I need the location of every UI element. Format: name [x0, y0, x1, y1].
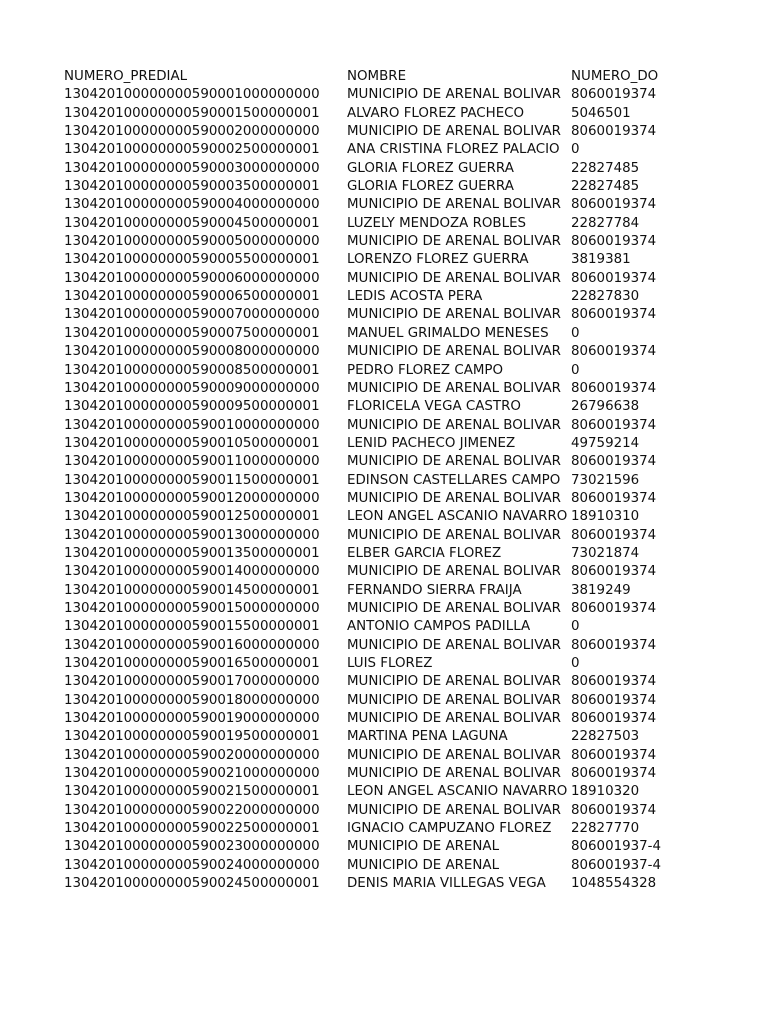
cell-numero-predial: 130420100000000590009500000001 [64, 399, 320, 415]
cell-numero-predial: 130420100000000590010000000000 [64, 417, 320, 433]
table-row [64, 490, 768, 508]
cell-nombre: FERNANDO SIERRA FRAIJA [347, 582, 522, 598]
cell-numero-do: 8060019374 [571, 490, 657, 506]
cell-numero-do: 8060019374 [571, 417, 657, 433]
cell-numero-predial: 130420100000000590017000000000 [64, 674, 320, 690]
cell-nombre: MUNICIPIO DE ARENAL [347, 857, 500, 873]
cell-nombre: EDINSON CASTELLARES CAMPO [347, 472, 561, 488]
cell-nombre: GLORIA FLOREZ GUERRA [347, 160, 514, 176]
cell-numero-do: 1048554328 [571, 876, 657, 892]
cell-nombre: LEON ANGEL ASCANIO NAVARRO [347, 509, 568, 525]
cell-nombre: MUNICIPIO DE ARENAL BOLIVAR [347, 564, 561, 580]
cell-numero-predial: 130420100000000590011500000001 [64, 472, 320, 488]
cell-numero-do: 22827485 [571, 160, 640, 176]
cell-nombre: MUNICIPIO DE ARENAL BOLIVAR [347, 766, 561, 782]
table-row [64, 838, 768, 856]
cell-numero-predial: 130420100000000590012500000001 [64, 509, 320, 525]
cell-numero-predial: 130420100000000590004000000000 [64, 197, 320, 213]
cell-numero-predial: 130420100000000590012000000000 [64, 490, 320, 506]
cell-numero-predial: 130420100000000590003500000001 [64, 179, 320, 195]
cell-nombre: DENIS MARIA VILLEGAS VEGA [347, 876, 546, 892]
cell-numero-do: 8060019374 [571, 674, 657, 690]
cell-numero-do: 8060019374 [571, 637, 657, 653]
table-row [64, 343, 768, 361]
table-row [64, 123, 768, 141]
table-row [64, 288, 768, 306]
table-row [64, 141, 768, 159]
cell-numero-predial: 130420100000000590014500000001 [64, 582, 320, 598]
table-row [64, 435, 768, 453]
cell-nombre: MUNICIPIO DE ARENAL BOLIVAR [347, 711, 561, 727]
cell-numero-predial: 130420100000000590023000000000 [64, 839, 320, 855]
table-row [64, 306, 768, 324]
cell-numero-do: 0 [571, 619, 580, 635]
table-row [64, 251, 768, 269]
cell-numero-do: 806001937-4 [571, 839, 662, 855]
table-row [64, 802, 768, 820]
table-row [64, 563, 768, 581]
cell-numero-predial: 130420100000000590021500000001 [64, 784, 320, 800]
cell-numero-predial: 130420100000000590019000000000 [64, 711, 320, 727]
cell-numero-do: 22827485 [571, 179, 640, 195]
cell-numero-predial: 130420100000000590024500000001 [64, 876, 320, 892]
cell-nombre: ELBER GARCIA FLOREZ [347, 545, 502, 561]
table-row [64, 270, 768, 288]
cell-nombre: MUNICIPIO DE ARENAL BOLIVAR [347, 454, 561, 470]
column-header-nombre: NOMBRE [347, 69, 407, 84]
cell-numero-predial: 130420100000000590018000000000 [64, 692, 320, 708]
cell-nombre: MUNICIPIO DE ARENAL BOLIVAR [347, 747, 561, 763]
cell-numero-predial: 130420100000000590010500000001 [64, 435, 320, 451]
cell-numero-do: 0 [571, 142, 580, 158]
table-row [64, 582, 768, 600]
cell-nombre: MUNICIPIO DE ARENAL BOLIVAR [347, 490, 561, 506]
table-row [64, 673, 768, 691]
cell-numero-do: 0 [571, 325, 580, 341]
table-row [64, 215, 768, 233]
cell-numero-do: 8060019374 [571, 802, 657, 818]
cell-nombre: MUNICIPIO DE ARENAL [347, 839, 500, 855]
cell-numero-predial: 130420100000000590006500000001 [64, 289, 320, 305]
cell-numero-predial: 130420100000000590005000000000 [64, 234, 320, 250]
cell-numero-do: 73021874 [571, 545, 640, 561]
table-row [64, 178, 768, 196]
cell-nombre: ANA CRISTINA FLOREZ PALACIO [347, 142, 560, 158]
cell-numero-do: 49759214 [571, 435, 640, 451]
cell-numero-do: 8060019374 [571, 711, 657, 727]
cell-numero-do: 3819381 [571, 252, 631, 268]
cell-nombre: MUNICIPIO DE ARENAL BOLIVAR [347, 802, 561, 818]
cell-numero-predial: 130420100000000590013500000001 [64, 545, 320, 561]
cell-nombre: MUNICIPIO DE ARENAL BOLIVAR [347, 270, 561, 286]
cell-numero-do: 0 [571, 362, 580, 378]
table-row [64, 196, 768, 214]
cell-numero-do: 8060019374 [571, 454, 657, 470]
cell-numero-do: 8060019374 [571, 344, 657, 360]
cell-numero-predial: 130420100000000590015500000001 [64, 619, 320, 635]
cell-numero-predial: 130420100000000590013000000000 [64, 527, 320, 543]
table-row [64, 820, 768, 838]
table-row [64, 508, 768, 526]
cell-nombre: IGNACIO CAMPUZANO FLOREZ [347, 821, 552, 837]
table-row [64, 783, 768, 801]
cell-numero-do: 8060019374 [571, 87, 657, 103]
table-row [64, 637, 768, 655]
cell-nombre: MUNICIPIO DE ARENAL BOLIVAR [347, 637, 561, 653]
table-row [64, 655, 768, 673]
cell-nombre: LORENZO FLOREZ GUERRA [347, 252, 529, 268]
cell-nombre: MUNICIPIO DE ARENAL BOLIVAR [347, 307, 561, 323]
table-row [64, 545, 768, 563]
cell-numero-predial: 130420100000000590002500000001 [64, 142, 320, 158]
cell-nombre: MUNICIPIO DE ARENAL BOLIVAR [347, 344, 561, 360]
cell-numero-predial: 130420100000000590024000000000 [64, 857, 320, 873]
cell-numero-do: 22827830 [571, 289, 640, 305]
cell-numero-do: 8060019374 [571, 564, 657, 580]
cell-numero-do: 3819249 [571, 582, 631, 598]
cell-nombre: ANTONIO CAMPOS PADILLA [347, 619, 531, 635]
cell-nombre: LUIS FLOREZ [347, 656, 433, 671]
cell-nombre: MUNICIPIO DE ARENAL BOLIVAR [347, 600, 561, 616]
table-row [64, 105, 768, 123]
table-row [64, 453, 768, 471]
cell-numero-do: 8060019374 [571, 692, 657, 708]
cell-numero-do: 8060019374 [571, 766, 657, 782]
cell-numero-do: 8060019374 [571, 600, 657, 616]
cell-nombre: MUNICIPIO DE ARENAL BOLIVAR [347, 124, 561, 140]
cell-numero-predial: 130420100000000590009000000000 [64, 380, 320, 396]
cell-nombre: MUNICIPIO DE ARENAL BOLIVAR [347, 674, 561, 690]
table-row [64, 747, 768, 765]
cell-numero-predial: 130420100000000590014000000000 [64, 564, 320, 580]
cell-numero-do: 0 [571, 656, 580, 671]
cell-nombre: MUNICIPIO DE ARENAL BOLIVAR [347, 380, 561, 396]
cell-numero-predial: 130420100000000590007000000000 [64, 307, 320, 323]
cell-numero-predial: 130420100000000590016000000000 [64, 637, 320, 653]
header-row [64, 68, 768, 86]
cell-nombre: LUZELY MENDOZA ROBLES [347, 215, 527, 231]
cell-numero-do: 8060019374 [571, 197, 657, 213]
cell-numero-do: 22827770 [571, 821, 640, 837]
cell-numero-predial: 130420100000000590011000000000 [64, 454, 320, 470]
cell-numero-predial: 130420100000000590019500000001 [64, 729, 320, 745]
table-row [64, 417, 768, 435]
cell-numero-do: 8060019374 [571, 747, 657, 763]
cell-numero-predial: 130420100000000590005500000001 [64, 252, 320, 268]
cell-numero-predial: 130420100000000590003000000000 [64, 160, 320, 176]
spreadsheet-table [64, 68, 768, 893]
cell-numero-do: 5046501 [571, 105, 631, 121]
cell-nombre: MUNICIPIO DE ARENAL BOLIVAR [347, 417, 561, 433]
table-row [64, 86, 768, 104]
cell-numero-do: 22827503 [571, 729, 640, 745]
table-row [64, 875, 768, 893]
cell-numero-do: 8060019374 [571, 307, 657, 323]
table-row [64, 160, 768, 178]
cell-numero-predial: 130420100000000590001000000000 [64, 87, 320, 103]
table-body [64, 86, 768, 893]
column-header-numero-do: NUMERO_DO [571, 69, 659, 84]
cell-numero-do: 22827784 [571, 215, 640, 231]
cell-nombre: LENID PACHECO JIMENEZ [347, 435, 516, 451]
table-row [64, 527, 768, 545]
cell-nombre: GLORIA FLOREZ GUERRA [347, 179, 514, 195]
table-row [64, 362, 768, 380]
cell-numero-do: 73021596 [571, 472, 640, 488]
table-row [64, 857, 768, 875]
cell-numero-do: 8060019374 [571, 234, 657, 250]
column-header-numero-predial: NUMERO_PREDIAL [64, 69, 188, 84]
table-row [64, 380, 768, 398]
cell-numero-predial: 130420100000000590006000000000 [64, 270, 320, 286]
cell-nombre: LEDIS ACOSTA PERA [347, 289, 483, 305]
cell-numero-do: 18910320 [571, 784, 640, 800]
cell-nombre: MANUEL GRIMALDO MENESES [347, 325, 549, 341]
cell-nombre: PEDRO FLOREZ CAMPO [347, 362, 504, 378]
cell-numero-do: 18910310 [571, 509, 640, 525]
cell-nombre: MUNICIPIO DE ARENAL BOLIVAR [347, 527, 561, 543]
cell-numero-predial: 130420100000000590008500000001 [64, 362, 320, 378]
cell-numero-predial: 130420100000000590001500000001 [64, 105, 320, 121]
cell-numero-predial: 130420100000000590015000000000 [64, 600, 320, 616]
table-row [64, 618, 768, 636]
cell-numero-predial: 130420100000000590022500000001 [64, 821, 320, 837]
cell-numero-predial: 130420100000000590022000000000 [64, 802, 320, 818]
cell-numero-predial: 130420100000000590002000000000 [64, 124, 320, 140]
table-row [64, 728, 768, 746]
table-row [64, 692, 768, 710]
cell-nombre: LEON ANGEL ASCANIO NAVARRO [347, 784, 568, 800]
cell-numero-do: 8060019374 [571, 124, 657, 140]
table-row [64, 710, 768, 728]
table-row [64, 765, 768, 783]
table-row [64, 398, 768, 416]
cell-numero-do: 8060019374 [571, 270, 657, 286]
cell-numero-predial: 130420100000000590020000000000 [64, 747, 320, 763]
cell-nombre: MUNICIPIO DE ARENAL BOLIVAR [347, 87, 561, 103]
cell-nombre: MUNICIPIO DE ARENAL BOLIVAR [347, 234, 561, 250]
cell-numero-predial: 130420100000000590016500000001 [64, 656, 320, 671]
cell-nombre: FLORICELA VEGA CASTRO [347, 399, 521, 415]
cell-nombre: MARTINA PENA LAGUNA [347, 729, 508, 745]
cell-numero-do: 8060019374 [571, 380, 657, 396]
table-row [64, 600, 768, 618]
cell-numero-do: 806001937-4 [571, 857, 662, 873]
cell-numero-do: 8060019374 [571, 527, 657, 543]
cell-nombre: MUNICIPIO DE ARENAL BOLIVAR [347, 692, 561, 708]
table-row [64, 325, 768, 343]
cell-nombre: MUNICIPIO DE ARENAL BOLIVAR [347, 197, 561, 213]
cell-numero-predial: 130420100000000590004500000001 [64, 215, 320, 231]
cell-numero-predial: 130420100000000590021000000000 [64, 766, 320, 782]
table-row [64, 472, 768, 490]
cell-numero-predial: 130420100000000590008000000000 [64, 344, 320, 360]
cell-numero-predial: 130420100000000590007500000001 [64, 325, 320, 341]
table-row [64, 233, 768, 251]
cell-nombre: ALVARO FLOREZ PACHECO [347, 105, 525, 121]
cell-numero-do: 26796638 [571, 399, 640, 415]
